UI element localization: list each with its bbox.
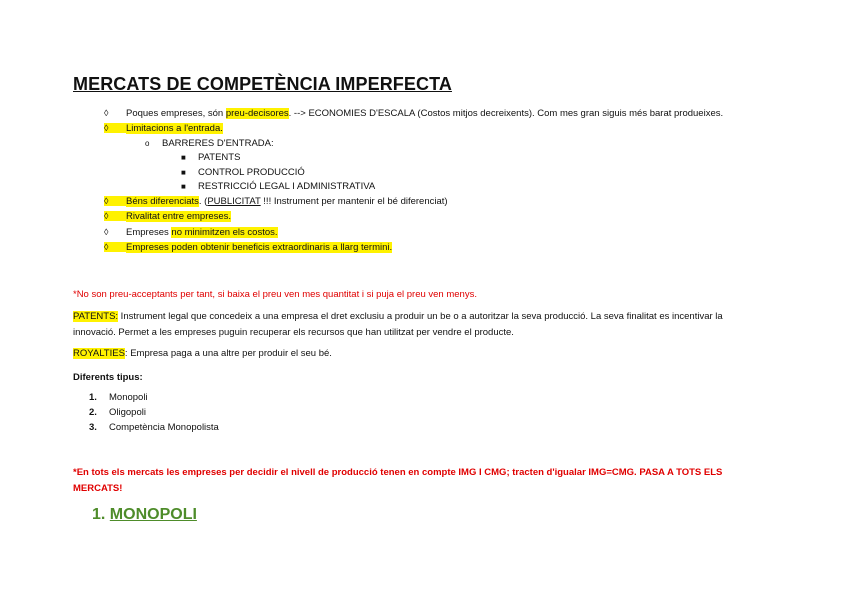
square-bullet-icon: ■ [181, 153, 186, 162]
list-item [104, 211, 231, 222]
sub-sub-list-item: ■ RESTRICCIÓ LEGAL I ADMINISTRATIVA [181, 181, 376, 192]
diamond-bullet-icon: ◊ [104, 227, 109, 237]
diamond-bullet-icon: ◊ [104, 242, 126, 252]
diamond-bullet-icon: ◊ [104, 211, 126, 221]
sub-list-item: o BARRERES D'ENTRADA: [145, 138, 274, 149]
highlighted-text: PATENTS: [73, 311, 119, 322]
highlighted-text: no minimitzen els costos. [171, 227, 278, 238]
list-item: ◊ Empreses no minimitzen els costos. [104, 227, 278, 238]
diamond-bullet-icon: ◊ [104, 196, 126, 206]
highlighted-text: Rivalitat entre empreses. [126, 211, 232, 222]
list-item: ◊ Béns diferenciats. (PUBLICITAT !!! Instrument per mantenir el bé diferenciat) [104, 196, 448, 207]
page-title: MERCATS DE COMPETÈNCIA IMPERFECTA [73, 74, 452, 94]
highlighted-text: Empreses poden obtenir beneficis extraordinaris a llarg termini. [126, 242, 393, 253]
diamond-bullet-icon: ◊ [104, 108, 109, 118]
royalties-paragraph: ROYALTIES: Empresa paga a una altre per produir el seu bé. [73, 348, 332, 359]
square-bullet-icon: ■ [181, 168, 186, 177]
highlighted-text: ROYALTIES [73, 348, 125, 359]
diamond-bullet-icon: ◊ [104, 123, 126, 133]
section-heading-monopoli: 1. MONOPOLI [92, 506, 197, 523]
highlighted-text: Béns diferenciats [126, 196, 199, 207]
patents-paragraph: PATENTS: Instrument legal que concedeix a una empresa el dret exclusiu a produir un be o a autoritzar la seva producció. La seva finalitat es incentivar la innovació. Permet a les empreses puguin recuperar els recursos que han utilitzat per vendre el producte. [73, 311, 723, 338]
diferents-tipus-heading: Diferents tipus: [73, 372, 143, 383]
circle-bullet-icon: o [145, 139, 150, 148]
list-item [104, 242, 392, 253]
square-bullet-icon: ■ [181, 182, 186, 191]
numbered-item: 2. Oligopoli [89, 407, 146, 418]
list-item [104, 123, 223, 134]
note-preu-acceptants: *No son preu-acceptants per tant, si baixa el preu ven mes quantitat i si puja el preu ven menys. [73, 289, 477, 300]
highlighted-text: preu-decisores [225, 108, 289, 119]
highlighted-text: Limitacions a l'entrada. [126, 123, 223, 134]
note-img-cmg: *En tots els mercats les empreses per decidir el nivell de producció tenen en compte IMG I CMG; tracten d'igualar IMG=CMG. PASA A TOTS ELS MERCATS! [73, 467, 723, 494]
sub-sub-list-item: ■ PATENTS [181, 152, 241, 163]
numbered-item: 1. Monopoli [89, 392, 148, 403]
numbered-item: 3. Competència Monopolista [89, 422, 219, 433]
sub-sub-list-item: ■ CONTROL PRODUCCIÓ [181, 167, 305, 178]
list-item: ◊ Poques empreses, són preu-decisores. --> ECONOMIES D'ESCALA (Costos mitjos decreixents). Com mes gran siguis més barat produeixes. [104, 108, 724, 119]
